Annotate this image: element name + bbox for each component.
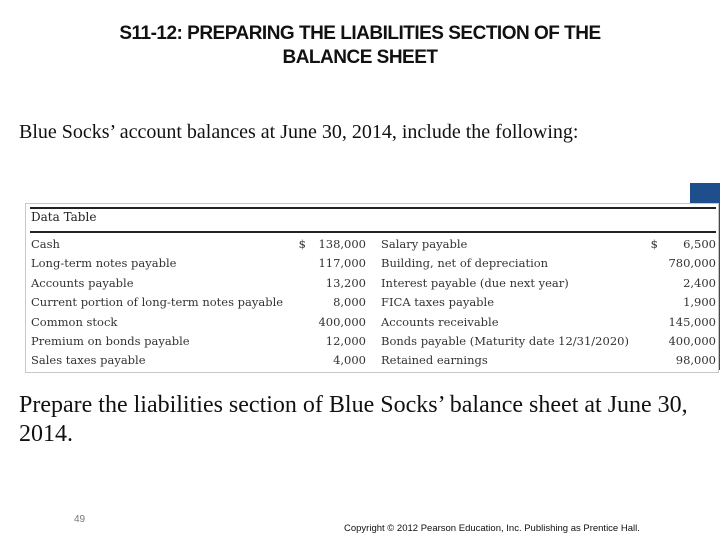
right-account-value: 98,000: [675, 353, 716, 368]
left-dollar-sign: $: [298, 237, 306, 251]
left-account-value: 8,000: [333, 295, 366, 310]
right-account-value: 6,500: [683, 237, 716, 251]
left-account-name: Premium on bonds payable: [31, 334, 190, 348]
right-account-value: 400,000: [668, 334, 716, 348]
intro-text: Blue Socks’ account balances at June 30, 2014, include the following:: [19, 121, 579, 143]
left-account-value: 12,000: [325, 334, 366, 348]
table-row: [26, 332, 718, 351]
question-text: Prepare the liabilities section of Blue Socks’ balance sheet at June 30, 2014.: [19, 392, 688, 447]
right-account-value: 145,000: [668, 314, 716, 329]
data-table: [25, 203, 719, 373]
slide-number: 49: [74, 514, 86, 525]
table-row: [26, 254, 718, 273]
right-account-name: Interest payable (due next year): [381, 275, 569, 290]
table-header-rule: [30, 231, 716, 233]
slide-title: [40, 22, 680, 70]
left-account-value: 4,000: [333, 353, 366, 368]
right-account-name: Building, net of depreciation: [381, 256, 549, 271]
left-account-name: Common stock: [31, 314, 118, 329]
slide-title-line-2: BALANCE SHEET: [282, 47, 438, 68]
right-account-name: Bonds payable (Maturity date 12/31/2020): [381, 334, 629, 348]
table-row: [26, 313, 718, 332]
left-account-name: Sales taxes payable: [31, 353, 146, 368]
right-account-name: Retained earnings: [381, 353, 488, 368]
left-account-value: 117,000: [318, 256, 366, 271]
left-account-value: 138,000: [318, 237, 366, 251]
left-account-value: 400,000: [318, 314, 366, 329]
left-account-name: Accounts payable: [31, 275, 134, 290]
right-account-name: Accounts receivable: [381, 314, 499, 329]
right-dollar-sign: $: [650, 237, 658, 251]
right-account-value: 1,900: [683, 295, 716, 310]
left-account-name: Current portion of long-term notes payable: [31, 295, 284, 310]
left-account-name: Long-term notes payable: [31, 256, 177, 271]
table-row: [26, 274, 718, 293]
table-top-rule: [30, 207, 716, 209]
data-table-title: Data Table: [31, 210, 97, 224]
left-account-name: Cash: [31, 237, 60, 251]
table-row: [26, 293, 718, 312]
right-account-name: FICA taxes payable: [381, 295, 495, 310]
slide-title-line-1: S11-12: PREPARING THE LIABILITIES SECTION OF THE: [119, 23, 601, 44]
copyright-notice: Copyright © 2012 Pearson Education, Inc. Publishing as Prentice Hall.: [344, 523, 640, 534]
table-row: [26, 235, 718, 254]
table-row: [26, 351, 718, 370]
left-account-value: 13,200: [325, 275, 366, 290]
right-account-value: 780,000: [668, 256, 716, 271]
right-account-value: 2,400: [683, 275, 716, 290]
right-account-name: Salary payable: [381, 237, 468, 251]
